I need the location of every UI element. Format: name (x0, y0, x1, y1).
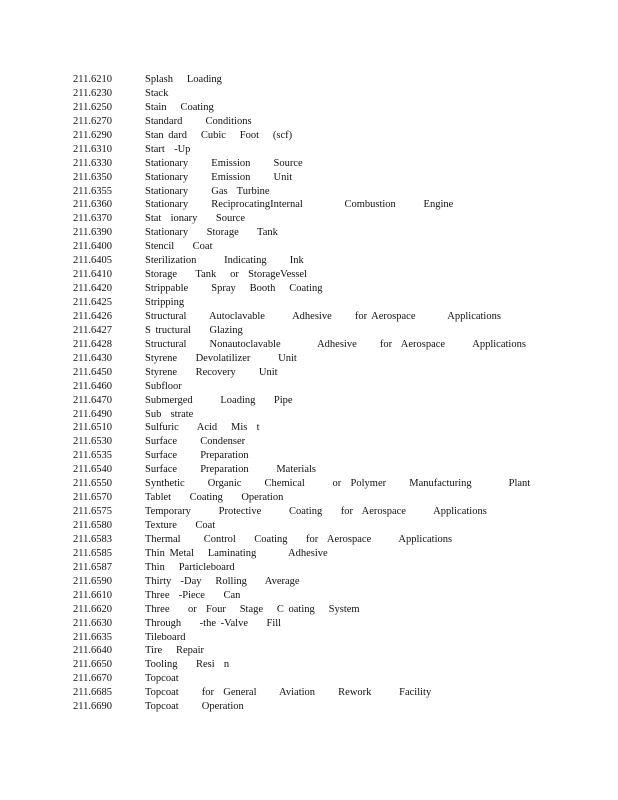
defined-term: Through -the -Valve Fill (145, 617, 282, 629)
defined-term: Stack (145, 87, 169, 99)
section-number: 211.6370 (73, 213, 112, 225)
defined-term: Temporary Protective Coating for Aerospace Applications (145, 506, 487, 518)
defined-term: Surface Condenser (145, 436, 246, 448)
list-item (73, 254, 593, 268)
section-number: 211.6270 (73, 115, 112, 127)
list-item (73, 143, 593, 157)
list-item (73, 631, 593, 645)
section-number: 211.6355 (73, 185, 112, 197)
defined-term: Topcoat for General Aviation Rework Facility (145, 687, 432, 699)
section-number: 211.6550 (73, 478, 112, 490)
section-number: 211.6430 (73, 352, 112, 364)
defined-term: Sterilization Indicating Ink (145, 255, 304, 267)
defined-term: Splash Loading (145, 74, 222, 85)
section-list (73, 73, 593, 714)
section-number: 211.6210 (73, 74, 112, 85)
defined-term: Stationary Emission Unit (145, 171, 293, 183)
list-item (73, 644, 593, 658)
list-item (73, 115, 593, 129)
section-number: 211.6620 (73, 603, 112, 615)
list-item (73, 519, 593, 533)
section-number: 211.6400 (73, 241, 112, 253)
list-item (73, 394, 593, 408)
defined-term: Standard Conditions (145, 115, 252, 127)
defined-term: Surface Preparation Materials (145, 464, 316, 476)
list-item (73, 435, 593, 449)
section-number: 211.6460 (73, 380, 112, 392)
list-item (73, 352, 593, 366)
list-item (73, 505, 593, 519)
section-number: 211.6580 (73, 520, 112, 531)
section-number: 211.6350 (73, 171, 112, 183)
defined-term: S tructural Glazing (145, 324, 243, 336)
list-item (73, 491, 593, 505)
defined-term: Stripping (145, 297, 185, 308)
section-number: 211.6405 (73, 255, 112, 267)
list-item (73, 171, 593, 185)
defined-term: Texture Coat (145, 520, 216, 531)
list-item (73, 533, 593, 547)
section-number: 211.6630 (73, 617, 112, 629)
section-number: 211.6610 (73, 589, 112, 601)
list-item (73, 185, 593, 199)
defined-term: Synthetic Organic Chemical or Polymer Manufacturing Plant (145, 478, 531, 490)
list-item (73, 672, 593, 686)
defined-term: Submerged Loading Pipe (145, 394, 293, 406)
defined-term: Stat ionary Source (145, 213, 246, 225)
section-number: 211.6330 (73, 157, 112, 169)
list-item (73, 463, 593, 477)
defined-term: Sulfuric Acid Mis t (145, 422, 260, 434)
defined-term: Storage Tank or StorageVessel (145, 269, 308, 281)
defined-term: Structural Nonautoclavable Adhesive for Aerospace Applications (145, 338, 526, 350)
section-number: 211.6230 (73, 87, 112, 99)
list-item (73, 101, 593, 115)
list-item (73, 212, 593, 226)
list-item (73, 408, 593, 422)
list-item (73, 73, 593, 87)
defined-term: Tileboard (145, 631, 186, 643)
defined-term: Thirty -Day Rolling Average (145, 575, 300, 587)
section-number: 211.6670 (73, 673, 112, 685)
section-number: 211.6590 (73, 575, 112, 587)
defined-term: Thin Metal Laminating Adhesive (145, 547, 328, 559)
defined-term: Thin Particleboard (145, 561, 235, 573)
section-number: 211.6425 (73, 297, 112, 308)
list-item (73, 561, 593, 575)
list-item (73, 700, 593, 714)
defined-term: Styrene Recovery Unit (145, 366, 278, 378)
defined-term: Structural Autoclavable Adhesive for Aerospace Applications (145, 310, 501, 322)
section-number: 211.6530 (73, 436, 112, 448)
list-item (73, 617, 593, 631)
list-item (73, 129, 593, 143)
section-number: 211.6290 (73, 129, 112, 141)
section-number: 211.6450 (73, 366, 112, 378)
defined-term: Stationary ReciprocatingInternal Combustion Engine (145, 199, 454, 211)
defined-term: Stationary Storage Tank (145, 227, 278, 239)
section-number: 211.6410 (73, 269, 112, 281)
list-item (73, 658, 593, 672)
list-item (73, 198, 593, 212)
section-number: 211.6690 (73, 701, 112, 713)
section-number: 211.6390 (73, 227, 112, 239)
list-item (73, 477, 593, 491)
section-number: 211.6426 (73, 310, 112, 322)
defined-term: Tire Repair (145, 645, 204, 657)
list-item (73, 589, 593, 603)
section-number: 211.6360 (73, 199, 112, 211)
list-item (73, 338, 593, 352)
list-item (73, 380, 593, 394)
defined-term: Sub strate (145, 408, 194, 420)
defined-term: Stan dard Cubic Foot (scf) (145, 129, 293, 141)
section-number: 211.6535 (73, 450, 112, 462)
section-number: 211.6510 (73, 422, 112, 434)
list-item (73, 268, 593, 282)
section-number: 211.6585 (73, 547, 112, 559)
defined-term: Subfloor (145, 380, 182, 392)
list-item (73, 310, 593, 324)
section-number: 211.6640 (73, 645, 112, 657)
section-number: 211.6420 (73, 283, 112, 295)
section-number: 211.6575 (73, 506, 112, 518)
defined-term: Stationary Emission Source (145, 157, 303, 169)
list-item (73, 282, 593, 296)
list-item (73, 87, 593, 101)
defined-term: Stencil Coat (145, 241, 213, 253)
list-item (73, 547, 593, 561)
defined-term: Thermal Control Coating for Aerospace Applications (145, 533, 453, 545)
list-item (73, 603, 593, 617)
section-number: 211.6250 (73, 101, 112, 113)
list-item (73, 366, 593, 380)
list-item (73, 449, 593, 463)
list-item (73, 240, 593, 254)
defined-term: Start -Up (145, 143, 191, 155)
defined-term: Strippable Spray Booth Coating (145, 283, 323, 295)
list-item (73, 296, 593, 310)
list-item (73, 686, 593, 700)
list-item (73, 157, 593, 171)
section-number: 211.6685 (73, 687, 112, 699)
section-number: 211.6428 (73, 338, 112, 350)
section-number: 211.6650 (73, 659, 112, 671)
defined-term: Styrene Devolatilizer Unit (145, 352, 297, 364)
section-number: 211.6490 (73, 408, 112, 420)
defined-term: Stain Coating (145, 101, 214, 113)
section-number: 211.6570 (73, 492, 112, 504)
defined-term: Tooling Resi n (145, 659, 230, 671)
section-number: 211.6583 (73, 533, 112, 545)
defined-term: Stationary Gas Turbine (145, 185, 270, 197)
list-item (73, 421, 593, 435)
defined-term: Three -Piece Can (145, 589, 241, 601)
section-number: 211.6540 (73, 464, 112, 476)
defined-term: Three or Four Stage C oating System (145, 603, 360, 615)
section-number: 211.6635 (73, 631, 112, 643)
defined-term: Topcoat (145, 673, 179, 685)
defined-term: Surface Preparation (145, 450, 249, 462)
defined-term: Tablet Coating Operation (145, 492, 284, 504)
section-number: 211.6587 (73, 561, 112, 573)
section-number: 211.6470 (73, 394, 112, 406)
list-item (73, 324, 593, 338)
list-item (73, 575, 593, 589)
list-item (73, 226, 593, 240)
section-number: 211.6310 (73, 143, 112, 155)
section-number: 211.6427 (73, 324, 112, 336)
defined-term: Topcoat Operation (145, 701, 244, 713)
